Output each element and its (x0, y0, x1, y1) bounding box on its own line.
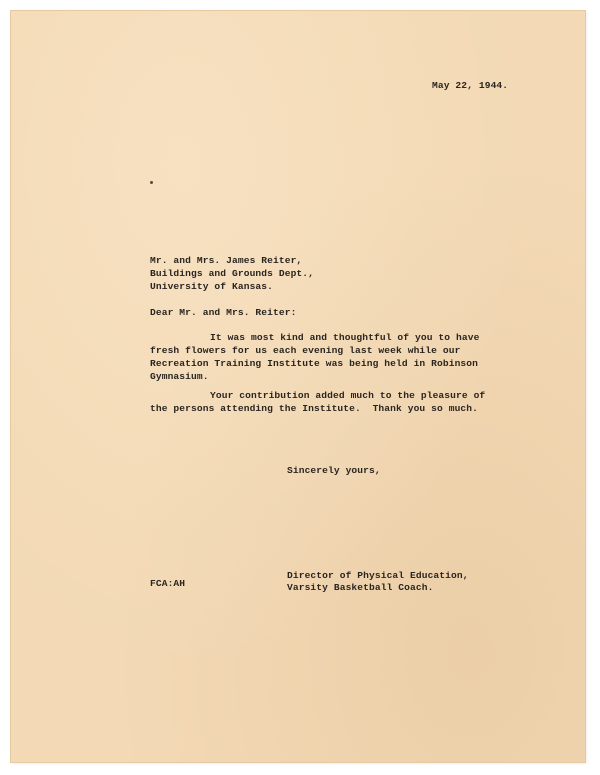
recipient-line: University of Kansas. (150, 281, 274, 292)
salutation: Dear Mr. and Mrs. Reiter: (150, 307, 297, 318)
typist-initials: FCA:AH (150, 578, 186, 589)
closing: Sincerely yours, (287, 465, 381, 476)
letter-date: May 22, 1944. (432, 80, 509, 91)
paragraph-line: Gymnasium. (150, 371, 209, 382)
letter-paper (11, 11, 585, 762)
signature-title-line: Director of Physical Education, (287, 570, 469, 581)
paragraph-line: Your contribution added much to the pleasure of (210, 390, 486, 401)
signature-title-line: Varsity Basketball Coach. (287, 582, 434, 593)
recipient-line: Mr. and Mrs. James Reiter, (150, 255, 303, 266)
paragraph-line: It was most kind and thoughtful of you to have (210, 332, 480, 343)
recipient-line: Buildings and Grounds Dept., (150, 268, 315, 279)
paragraph-line: fresh flowers for us each evening last week while our (150, 345, 461, 356)
paper-mark (150, 181, 153, 184)
paragraph-line: the persons attending the Institute. Thank you so much. (150, 403, 479, 414)
paragraph-line: Recreation Training Institute was being held in Robinson (150, 358, 479, 369)
